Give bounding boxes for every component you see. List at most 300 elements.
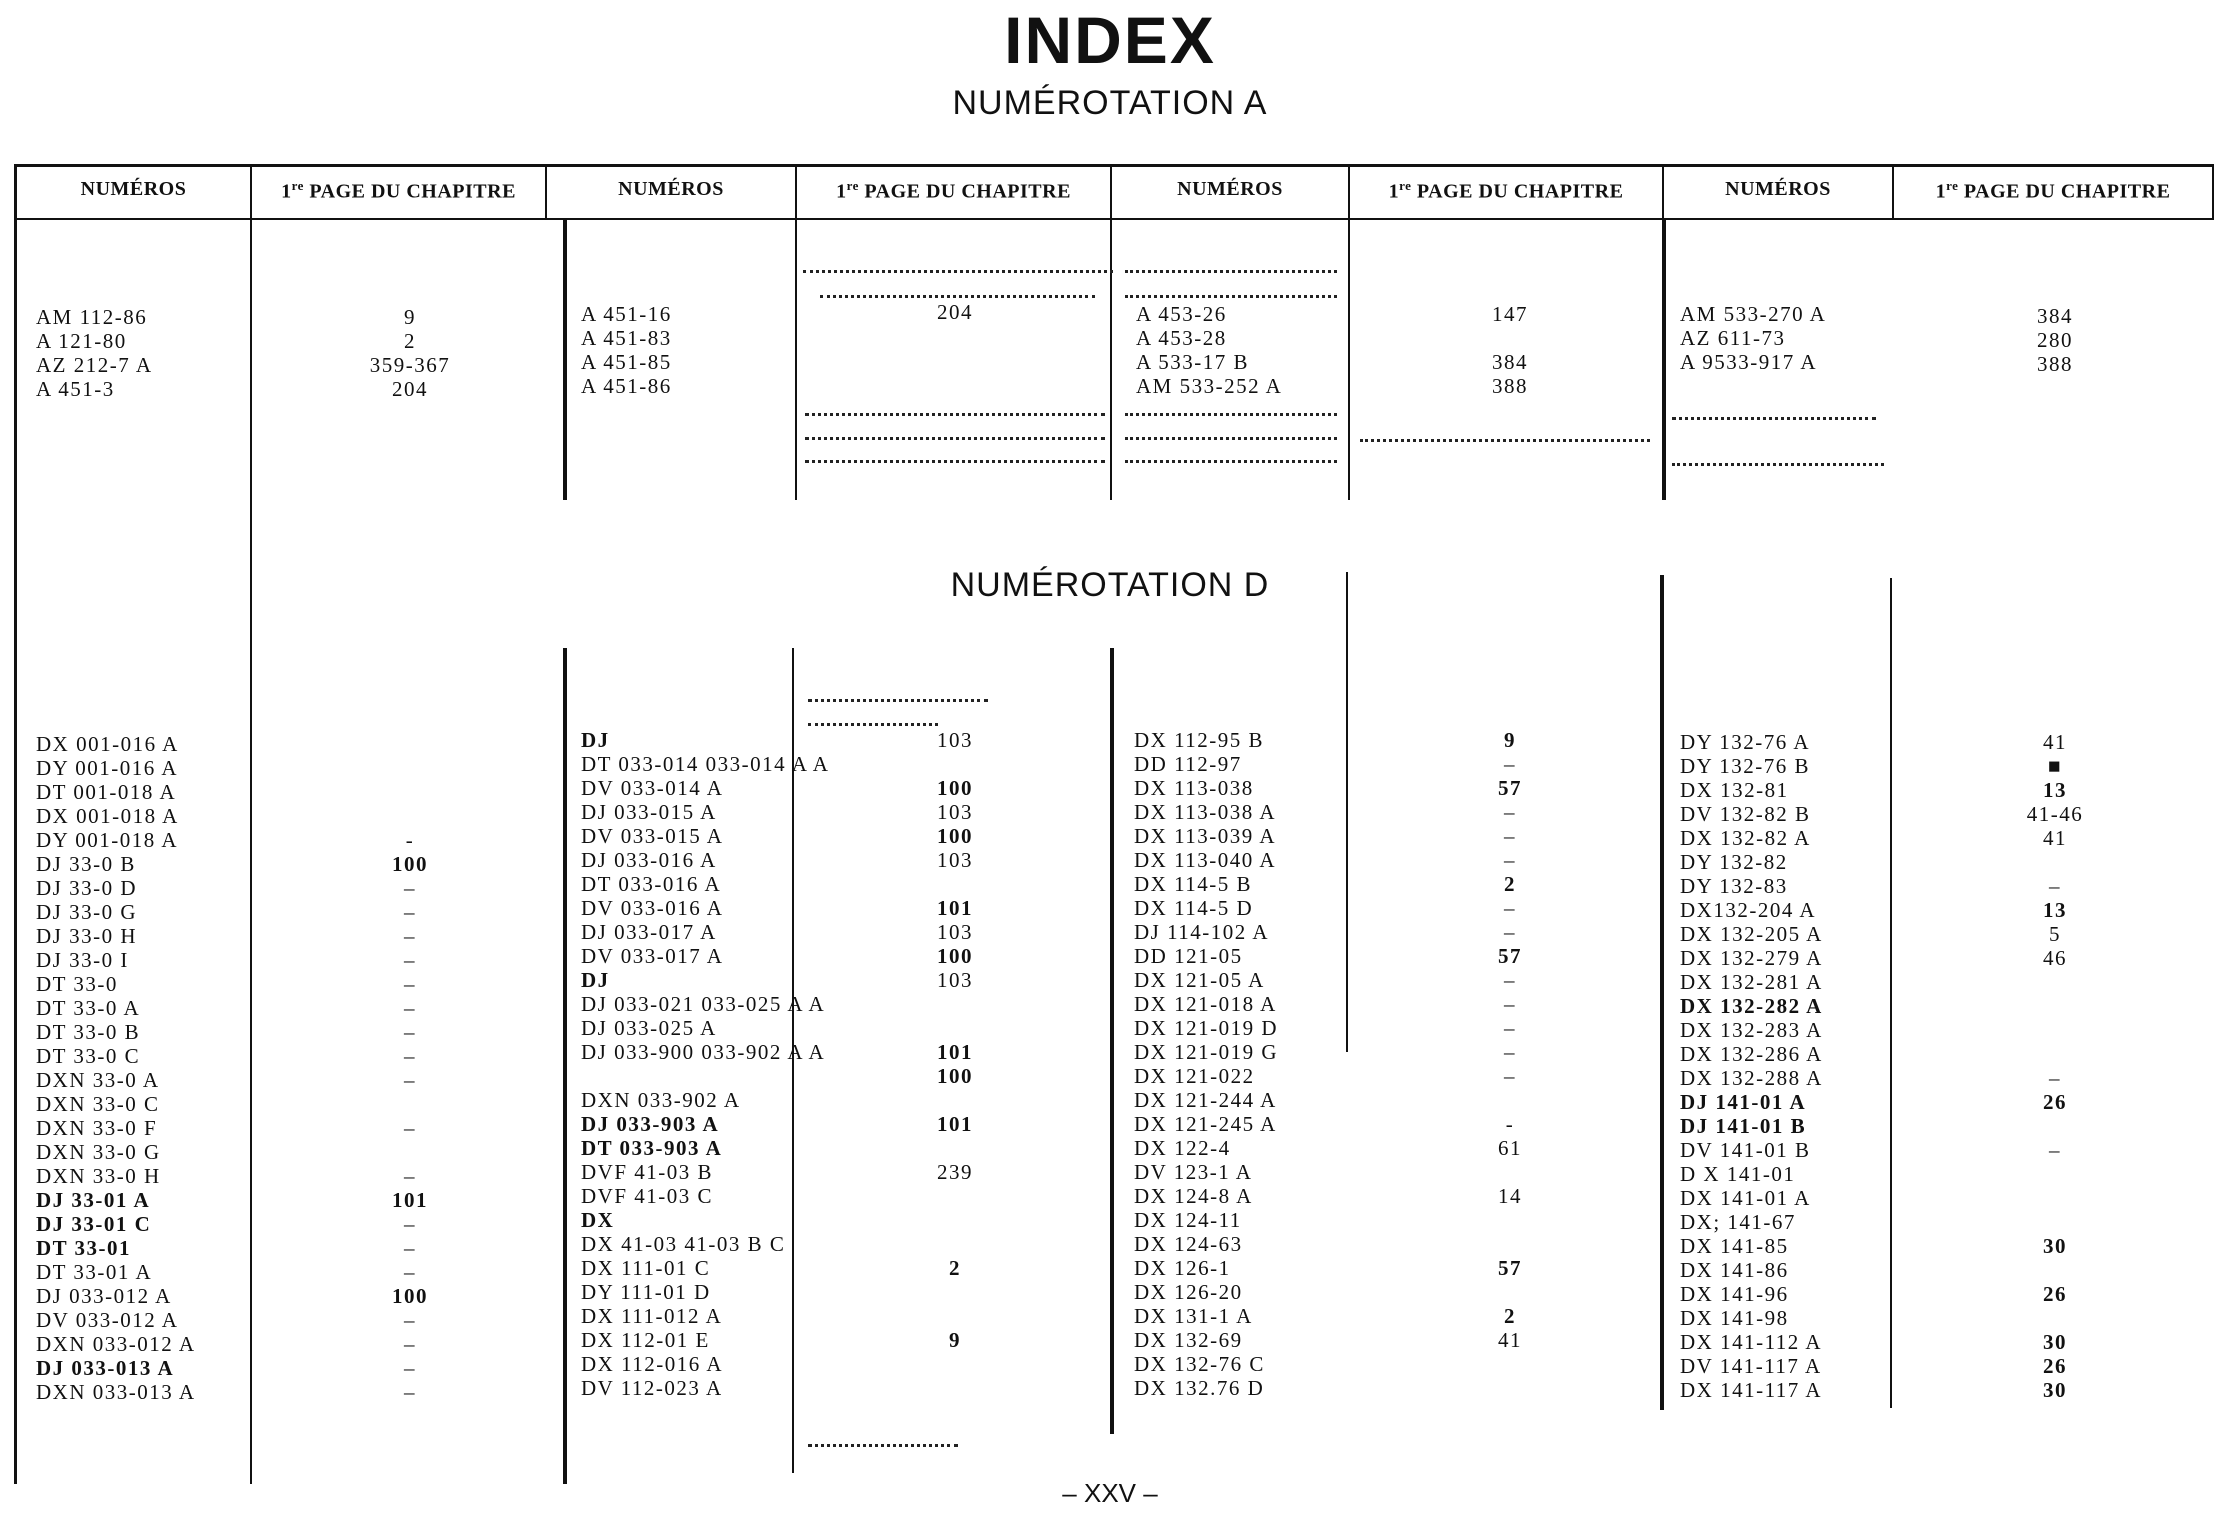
list-item: 101 — [937, 896, 973, 920]
list-item: DD 121-05 — [1134, 944, 1243, 968]
list-item: AZ 611-73 — [1680, 326, 1786, 350]
list-item: DX 124-8 A — [1134, 1184, 1253, 1208]
list-item: - — [405, 828, 415, 852]
list-item: 103 — [937, 920, 973, 944]
list-item: DX 126-1 — [1134, 1256, 1231, 1280]
list-item: 100 — [937, 944, 973, 968]
list-item: DX 001-018 A — [36, 804, 179, 828]
list-item — [300, 1140, 520, 1164]
list-item: – — [404, 1020, 416, 1044]
list-item: - — [1505, 1112, 1515, 1136]
header-page-1: 1re PAGE DU CHAPITRE — [281, 178, 516, 203]
list-item: 57 — [1498, 1256, 1522, 1280]
list-item: – — [1504, 896, 1516, 920]
list-item: DX 141-98 — [1680, 1306, 1789, 1330]
list-item — [840, 1208, 1070, 1232]
list-item: – — [404, 1212, 416, 1236]
list-item — [300, 804, 520, 828]
list-item: 100 — [937, 1064, 973, 1088]
list-item: DY 132-82 — [1680, 850, 1788, 874]
list-item: 103 — [937, 848, 973, 872]
col-line-a-5 — [1348, 220, 1350, 500]
dot-leader — [1672, 417, 1876, 420]
list-item: 41-46 — [2026, 802, 2084, 826]
list-item: DJ 033-900 033-902 A A — [581, 1040, 826, 1064]
list-item: A 451-3 — [36, 377, 115, 401]
list-item: 57 — [1498, 776, 1522, 800]
list-item: 41 — [1498, 1328, 1522, 1352]
list-item: 14 — [1498, 1184, 1522, 1208]
list-item: DX 141-01 A — [1680, 1186, 1811, 1210]
list-item — [840, 372, 1070, 396]
list-item: – — [1504, 1016, 1516, 1040]
list-item: DJ 114-102 A — [1134, 920, 1270, 944]
list-item: DY 001-016 A — [36, 756, 179, 780]
list-item: 239 — [937, 1160, 973, 1184]
list-item: A 453-26 — [1136, 302, 1227, 326]
list-item: – — [1504, 920, 1516, 944]
list-item: DT 33-0 — [36, 972, 118, 996]
col-line-d-5 — [1346, 572, 1348, 1052]
list-item — [300, 732, 520, 756]
list-item: DX 132-286 A — [1680, 1042, 1823, 1066]
col-line-a-2 — [563, 220, 567, 500]
list-item: DJ 33-0 H — [36, 924, 137, 948]
list-item: 9 — [949, 1328, 961, 1352]
list-item: DX 114-5 D — [1134, 896, 1254, 920]
list-item: 13 — [2043, 778, 2067, 802]
page-title: INDEX — [1004, 3, 1216, 77]
list-item: DJ 141-01 B — [1680, 1114, 1807, 1138]
list-item: DX 111-01 C — [581, 1256, 711, 1280]
list-item: 103 — [937, 968, 973, 992]
list-item: DJ 033-013 A — [36, 1356, 175, 1380]
list-item: A 121-80 — [36, 329, 127, 353]
header-numeros-4: NUMÉROS — [1725, 178, 1831, 200]
list-item: A 451-16 — [581, 302, 672, 326]
list-item: DX 41-03 41-03 B C — [581, 1232, 786, 1256]
list-item: DX 111-012 A — [581, 1304, 723, 1328]
list-item — [1940, 1210, 2170, 1234]
list-item: DXN 33-0 G — [36, 1140, 161, 1164]
list-item: 61 — [1498, 1136, 1522, 1160]
list-item: A 451-86 — [581, 374, 672, 398]
list-item: DJ 033-021 033-025 A A — [581, 992, 826, 1016]
list-item: A 533-17 B — [1136, 350, 1250, 374]
list-item: A 9533-917 A — [1680, 350, 1818, 374]
list-item: DV 033-016 A — [581, 896, 724, 920]
list-item: DX 132-205 A — [1680, 922, 1823, 946]
list-item: DX 141-112 A — [1680, 1330, 1823, 1354]
list-item: 2 — [1504, 1304, 1516, 1328]
list-item: DT 033-016 A — [581, 872, 722, 896]
list-item — [840, 1280, 1070, 1304]
list-item: 101 — [392, 1188, 428, 1212]
list-item: DJ — [581, 728, 610, 752]
list-item — [840, 1016, 1070, 1040]
list-item: – — [404, 996, 416, 1020]
list-item: AM 533-270 A — [1680, 302, 1827, 326]
list-item — [840, 324, 1070, 348]
list-item — [300, 1092, 520, 1116]
list-item: DT 33-0 A — [36, 996, 141, 1020]
list-item: DX 113-038 — [1134, 776, 1254, 800]
list-item: A 451-83 — [581, 326, 672, 350]
list-item: 204 — [392, 377, 428, 401]
list-item: DX 001-016 A — [36, 732, 179, 756]
list-item: DX 112-95 B — [1134, 728, 1265, 752]
list-item: – — [1504, 968, 1516, 992]
section-a-col2-numbers — [581, 302, 672, 398]
section-d-col2-pages — [840, 728, 1070, 1400]
list-item: DX 121-019 D — [1134, 1016, 1278, 1040]
list-item: 9 — [1504, 728, 1516, 752]
list-item: – — [2049, 1138, 2061, 1162]
list-item — [1940, 970, 2170, 994]
list-item: AM 112-86 — [36, 305, 148, 329]
list-item: – — [1504, 752, 1516, 776]
list-item: 30 — [2043, 1378, 2067, 1402]
list-item — [840, 348, 1070, 372]
list-item: DX 132-82 A — [1680, 826, 1811, 850]
list-item: – — [404, 1044, 416, 1068]
list-item: DX 141-117 A — [1680, 1378, 1823, 1402]
list-item: DX132-204 A — [1680, 898, 1817, 922]
list-item: 30 — [2043, 1330, 2067, 1354]
list-item: 2 — [1504, 872, 1516, 896]
col-line-d-4 — [1110, 648, 1114, 1434]
header-sep-8 — [2212, 164, 2214, 220]
list-item — [1400, 1088, 1620, 1112]
list-item: DVF 41-03 C — [581, 1184, 714, 1208]
list-item: 103 — [937, 800, 973, 824]
list-item: DJ 033-015 A — [581, 800, 717, 824]
dot-leader — [803, 270, 1113, 273]
section-a-col1-numbers — [36, 305, 153, 401]
col-line-d-6 — [1660, 575, 1664, 1410]
list-item: – — [404, 1068, 416, 1092]
list-item: DV 112-023 A — [581, 1376, 723, 1400]
list-item: DY 132-76 A — [1680, 730, 1811, 754]
section-a-col4-pages — [1940, 304, 2170, 376]
list-item — [840, 1232, 1070, 1256]
list-item — [1400, 1160, 1620, 1184]
list-item: DT 33-0 B — [36, 1020, 141, 1044]
list-item: 26 — [2043, 1354, 2067, 1378]
list-item: AZ 212-7 A — [36, 353, 153, 377]
list-item — [840, 1088, 1070, 1112]
list-item: DX 113-039 A — [1134, 824, 1277, 848]
list-item: DX 141-96 — [1680, 1282, 1789, 1306]
list-item — [300, 756, 520, 780]
section-a-col3-numbers — [1136, 302, 1282, 398]
dot-leader — [808, 699, 988, 702]
list-item: DX — [581, 1208, 615, 1232]
header-numeros-1: NUMÉROS — [80, 178, 187, 200]
list-item: DXN 33-0 C — [36, 1092, 160, 1116]
list-item — [300, 780, 520, 804]
list-item: DXN 33-0 H — [36, 1164, 161, 1188]
list-item: DX 132-283 A — [1680, 1018, 1823, 1042]
col-line-a-4 — [1110, 220, 1112, 500]
list-item: DX 121-019 G — [1134, 1040, 1278, 1064]
section-d-col4-pages — [1940, 730, 2170, 1402]
col-line-d-7 — [1890, 578, 1892, 1408]
list-item: DX 112-01 E — [581, 1328, 710, 1352]
list-item: – — [1504, 1064, 1516, 1088]
header-page-4: 1re PAGE DU CHAPITRE — [1935, 178, 2171, 203]
list-item — [1940, 1162, 2170, 1186]
list-item: – — [1504, 824, 1516, 848]
list-item — [1940, 1018, 2170, 1042]
list-item: DJ 033-016 A — [581, 848, 717, 872]
list-item — [1940, 1042, 2170, 1066]
list-item: DXN 033-013 A — [36, 1380, 196, 1404]
list-item: 26 — [2043, 1090, 2067, 1114]
list-item — [1400, 1280, 1620, 1304]
table-top-border — [14, 164, 2214, 167]
list-item: DV 141-01 B — [1680, 1138, 1811, 1162]
list-item: DJ 33-0 B — [36, 852, 136, 876]
list-item: – — [404, 876, 416, 900]
list-item: 2 — [404, 329, 416, 353]
section-d-col3-numbers — [1134, 728, 1278, 1400]
list-item: DV 033-012 A — [36, 1308, 179, 1332]
dot-leader — [805, 413, 1105, 416]
list-item: 26 — [2043, 1282, 2067, 1306]
list-item: DVF 41-03 B — [581, 1160, 714, 1184]
page-number: – XXV – — [1062, 1478, 1158, 1508]
list-item: DJ 033-025 A — [581, 1016, 717, 1040]
list-item: DX 121-245 A — [1134, 1112, 1277, 1136]
list-item: DX 131-1 A — [1134, 1304, 1253, 1328]
list-item: 30 — [2043, 1234, 2067, 1258]
dot-leader — [808, 723, 938, 726]
list-item: DX 124-11 — [1134, 1208, 1242, 1232]
list-item: DJ 033-903 A — [581, 1112, 720, 1136]
list-item: – — [1504, 848, 1516, 872]
col-line-a-6 — [1662, 220, 1666, 500]
list-item: DT 33-01 — [36, 1236, 132, 1260]
dot-leader — [1125, 295, 1337, 298]
list-item: – — [404, 1380, 416, 1404]
list-item: DV 141-117 A — [1680, 1354, 1822, 1378]
list-item: DY 132-83 — [1680, 874, 1788, 898]
list-item: 103 — [937, 728, 973, 752]
list-item: 2 — [949, 1256, 961, 1280]
section-d-col1-numbers — [36, 732, 196, 1404]
col-line-a-3 — [795, 220, 797, 500]
list-item: DX 112-016 A — [581, 1352, 724, 1376]
list-item: 388 — [1492, 374, 1528, 398]
list-item: DX 132-76 C — [1134, 1352, 1265, 1376]
list-item: – — [1504, 1040, 1516, 1064]
list-item: DV 033-014 A — [581, 776, 724, 800]
col-line-d-1 — [250, 500, 252, 1484]
list-item: 100 — [937, 824, 973, 848]
list-item: – — [404, 948, 416, 972]
list-item — [1940, 850, 2170, 874]
dot-leader — [1672, 463, 1884, 466]
list-item: DX 132.76 D — [1134, 1376, 1265, 1400]
list-item: – — [404, 1332, 416, 1356]
list-item: 41 — [2043, 730, 2067, 754]
list-item — [840, 992, 1070, 1016]
list-item: 13 — [2043, 898, 2067, 922]
dot-leader — [805, 437, 1105, 440]
list-item: – — [404, 900, 416, 924]
dot-leader — [1125, 413, 1337, 416]
list-item — [840, 1376, 1070, 1400]
list-item: DJ 033-017 A — [581, 920, 717, 944]
list-item: DJ — [581, 968, 610, 992]
list-item: DX 141-86 — [1680, 1258, 1789, 1282]
list-item: DX 122-4 — [1134, 1136, 1231, 1160]
list-item — [840, 1352, 1070, 1376]
list-item: 9 — [404, 305, 416, 329]
section-d-col3-pages — [1400, 728, 1620, 1400]
list-item: DX 113-040 A — [1134, 848, 1277, 872]
list-item — [1940, 1114, 2170, 1138]
section-a-col1-pages — [300, 305, 520, 401]
list-item — [840, 1184, 1070, 1208]
list-item: DXN 33-0 F — [36, 1116, 158, 1140]
list-item — [840, 872, 1070, 896]
section-a-col3-pages — [1400, 302, 1620, 398]
list-item: 384 — [1492, 350, 1528, 374]
list-item: DX 132-81 — [1680, 778, 1789, 802]
list-item: DV 033-017 A — [581, 944, 724, 968]
list-item: – — [404, 1308, 416, 1332]
dot-leader — [820, 295, 1095, 298]
list-item — [1940, 1258, 2170, 1282]
col-line-d-2 — [563, 648, 567, 1484]
list-item: 100 — [392, 1284, 428, 1308]
list-item: DJ 033-012 A — [36, 1284, 172, 1308]
list-item: DY 001-018 A — [36, 828, 179, 852]
list-item: DJ 33-0 I — [36, 948, 129, 972]
list-item: DY 132-76 B — [1680, 754, 1811, 778]
list-item: DT 33-0 C — [36, 1044, 141, 1068]
list-item: DV 123-1 A — [1134, 1160, 1253, 1184]
list-item: DT 033-014 033-014 A A — [581, 752, 830, 776]
list-item: DT 001-018 A — [36, 780, 177, 804]
list-item: 204 — [937, 300, 973, 324]
list-item: DX 132-69 — [1134, 1328, 1243, 1352]
list-item — [1400, 1376, 1620, 1400]
header-page-3: 1re PAGE DU CHAPITRE — [1388, 178, 1624, 203]
list-item: 147 — [1492, 302, 1528, 326]
header-page-2: 1re PAGE DU CHAPITRE — [836, 178, 1071, 203]
list-item: DV 033-015 A — [581, 824, 724, 848]
list-item: DX 124-63 — [1134, 1232, 1243, 1256]
list-item: DXN 33-0 A — [36, 1068, 160, 1092]
header-numeros-3: NUMÉROS — [1177, 178, 1283, 200]
list-item: 101 — [937, 1112, 973, 1136]
list-item: A 453-28 — [1136, 326, 1227, 350]
list-item: – — [404, 1356, 416, 1380]
col-line-a-1 — [250, 220, 252, 500]
header-bottom-border — [14, 218, 2214, 220]
list-item: DX 126-20 — [1134, 1280, 1243, 1304]
list-item: 280 — [2037, 328, 2073, 352]
list-item: DX 121-022 — [1134, 1064, 1255, 1088]
list-item: DX 121-05 A — [1134, 968, 1265, 992]
table-left-border — [14, 164, 17, 1484]
list-item: DXN 033-012 A — [36, 1332, 196, 1356]
list-item: 388 — [2037, 352, 2073, 376]
list-item: DJ 33-0 D — [36, 876, 137, 900]
list-item — [1400, 1232, 1620, 1256]
list-item: DJ 33-01 A — [36, 1188, 151, 1212]
list-item: 100 — [937, 776, 973, 800]
section-title-d: NUMÉROTATION D — [950, 566, 1270, 604]
list-item: DV 132-82 B — [1680, 802, 1811, 826]
dot-leader — [1360, 439, 1650, 442]
list-item: 100 — [392, 852, 428, 876]
list-item — [840, 752, 1070, 776]
dot-leader — [1125, 270, 1337, 273]
list-item: – — [1504, 800, 1516, 824]
list-item: – — [404, 972, 416, 996]
list-item: DJ 33-01 C — [36, 1212, 152, 1236]
list-item: DX 132-288 A — [1680, 1066, 1823, 1090]
list-item: DXN 033-902 A — [581, 1088, 741, 1112]
list-item — [1940, 1186, 2170, 1210]
list-item: DJ 33-0 G — [36, 900, 137, 924]
dot-leader — [1125, 460, 1337, 463]
list-item: 46 — [2043, 946, 2067, 970]
list-item: DX 121-018 A — [1134, 992, 1277, 1016]
dot-leader — [808, 1444, 958, 1447]
list-item: DX 132-279 A — [1680, 946, 1823, 970]
list-item: DT 033-903 A — [581, 1136, 723, 1160]
section-title-a: NUMÉROTATION A — [952, 84, 1268, 122]
list-item: 101 — [937, 1040, 973, 1064]
list-item: 384 — [2037, 304, 2073, 328]
section-d-col1-pages — [300, 732, 520, 1404]
section-d-col4-numbers — [1680, 730, 1823, 1402]
list-item: D X 141-01 — [1680, 1162, 1796, 1186]
list-item — [1400, 326, 1620, 350]
list-item: – — [1504, 992, 1516, 1016]
list-item: DX 113-038 A — [1134, 800, 1277, 824]
list-item: A 451-85 — [581, 350, 672, 374]
list-item: DX 141-85 — [1680, 1234, 1789, 1258]
list-item: DX 132-282 A — [1680, 994, 1823, 1018]
dot-leader — [805, 460, 1105, 463]
list-item: – — [404, 1260, 416, 1284]
list-item — [840, 1136, 1070, 1160]
list-item: DX 132-281 A — [1680, 970, 1823, 994]
list-item: DX 114-5 B — [1134, 872, 1253, 896]
list-item: – — [2049, 874, 2061, 898]
list-item: DJ 141-01 A — [1680, 1090, 1807, 1114]
header-numeros-2: NUMÉROS — [618, 178, 724, 200]
list-item: – — [404, 924, 416, 948]
list-item: DY 111-01 D — [581, 1280, 711, 1304]
list-item: DT 33-01 A — [36, 1260, 153, 1284]
list-item — [1940, 994, 2170, 1018]
list-item: – — [2049, 1066, 2061, 1090]
section-d-col2-numbers — [581, 728, 829, 1400]
list-item: – — [404, 1164, 416, 1188]
list-item — [1400, 1352, 1620, 1376]
list-item — [840, 1304, 1070, 1328]
list-item: – — [404, 1236, 416, 1260]
list-item: 41 — [2043, 826, 2067, 850]
list-item — [1400, 1208, 1620, 1232]
